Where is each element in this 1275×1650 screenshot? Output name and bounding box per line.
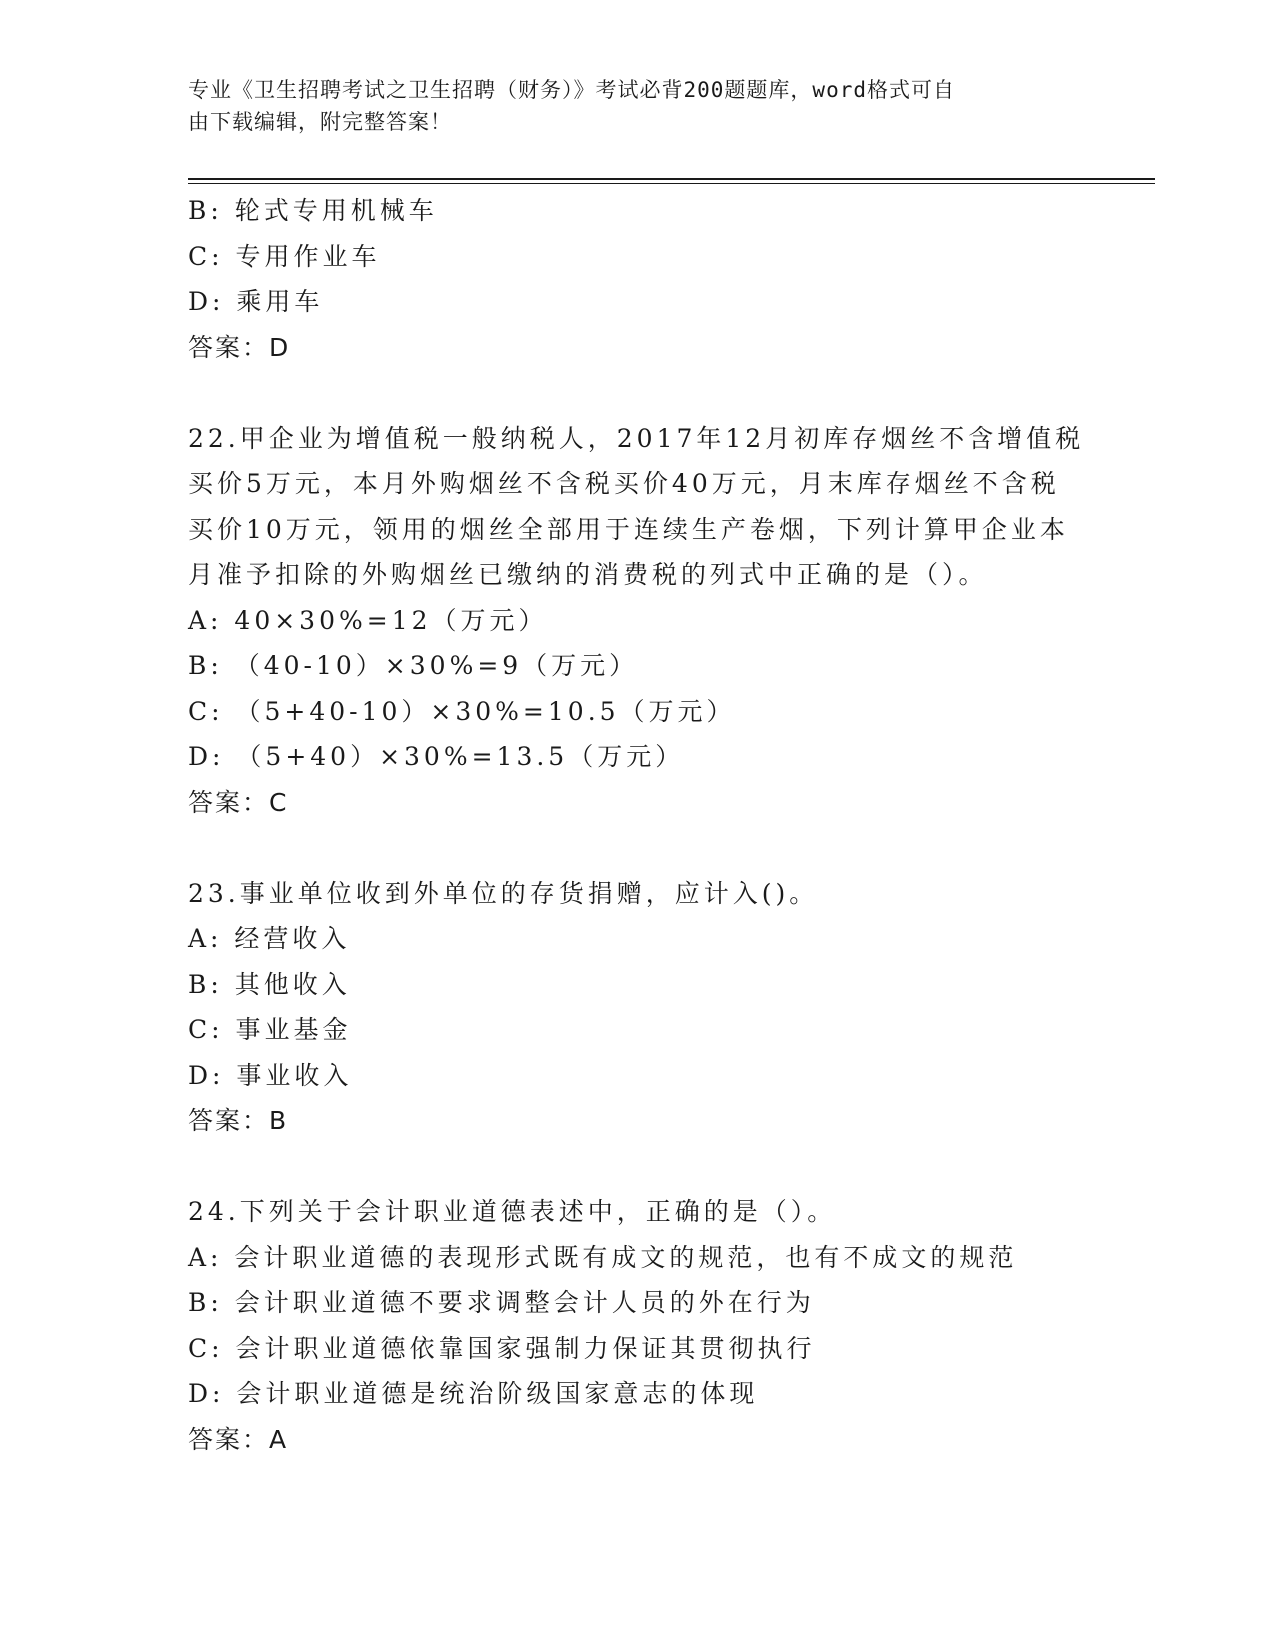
- option-a: A: 会计职业道德的表现形式既有成文的规范，也有不成文的规范: [188, 1242, 1018, 1272]
- question-content: [188, 188, 1088, 1462]
- question-22: [188, 416, 1088, 826]
- answer-line: 答案：B: [188, 1106, 289, 1135]
- header-line-2: 由下载编辑，附完整答案！: [188, 110, 452, 134]
- answer-line: 答案：C: [188, 787, 289, 817]
- option-d: D: （5+40）×30%=13.5（万元）: [188, 742, 685, 771]
- option-b: B: 轮式专用机械车: [188, 196, 438, 225]
- answer-line: 答案：D: [188, 332, 291, 362]
- spacer: [188, 370, 1088, 416]
- option-d: D: 会计职业道德是统治阶级国家意志的体现: [188, 1379, 759, 1408]
- document-header: [188, 74, 1068, 138]
- option-b: B: （40-10）×30%=9（万元）: [188, 651, 639, 680]
- question-23: [188, 871, 1088, 1144]
- header-line-1: 专业《卫生招聘考试之卫生招聘（财务）》考试必背200题题库，word格式可自: [188, 78, 955, 102]
- option-d: D: 事业收入: [188, 1060, 353, 1090]
- question-stem-line: 24.下列关于会计职业道德表述中，正确的是（）。: [188, 1197, 837, 1226]
- question-stem-line: 买价10万元，领用的烟丝全部用于连续生产卷烟，下列计算甲企业本: [188, 514, 1069, 544]
- header-divider-thick: [188, 178, 1155, 180]
- question-stem-line: 22.甲企业为增值税一般纳税人，2017年12月初库存烟丝不含增值税: [188, 423, 1085, 453]
- option-a: A: 经营收入: [188, 924, 351, 953]
- header-divider-thin: [188, 183, 1155, 184]
- option-c: C: （5+40-10）×30%=10.5（万元）: [188, 696, 736, 726]
- option-c: C: 事业基金: [188, 1015, 352, 1044]
- answer-line: 答案：A: [188, 1424, 289, 1454]
- option-c: C: 会计职业道德依靠国家强制力保证其贯彻执行: [188, 1333, 816, 1363]
- question-stem-line: 买价5万元，本月外购烟丝不含税买价40万元，月末库存烟丝不含税: [188, 469, 1060, 498]
- question-stem-line: 月准予扣除的外购烟丝已缴纳的消费税的列式中正确的是（）。: [188, 560, 988, 589]
- spacer: [188, 825, 1088, 871]
- question-stem-line: 23.事业单位收到外单位的存货捐赠，应计入()。: [188, 878, 819, 908]
- option-d: D: 乘用车: [188, 287, 324, 316]
- option-b: B: 其他收入: [188, 969, 351, 999]
- spacer: [188, 1144, 1088, 1190]
- prev-question-block: [188, 188, 1088, 370]
- option-c: C: 专用作业车: [188, 241, 381, 271]
- option-a: A: 40×30%=12（万元）: [188, 605, 548, 635]
- option-b: B: 会计职业道德不要求调整会计人员的外在行为: [188, 1288, 815, 1317]
- question-24: [188, 1189, 1088, 1462]
